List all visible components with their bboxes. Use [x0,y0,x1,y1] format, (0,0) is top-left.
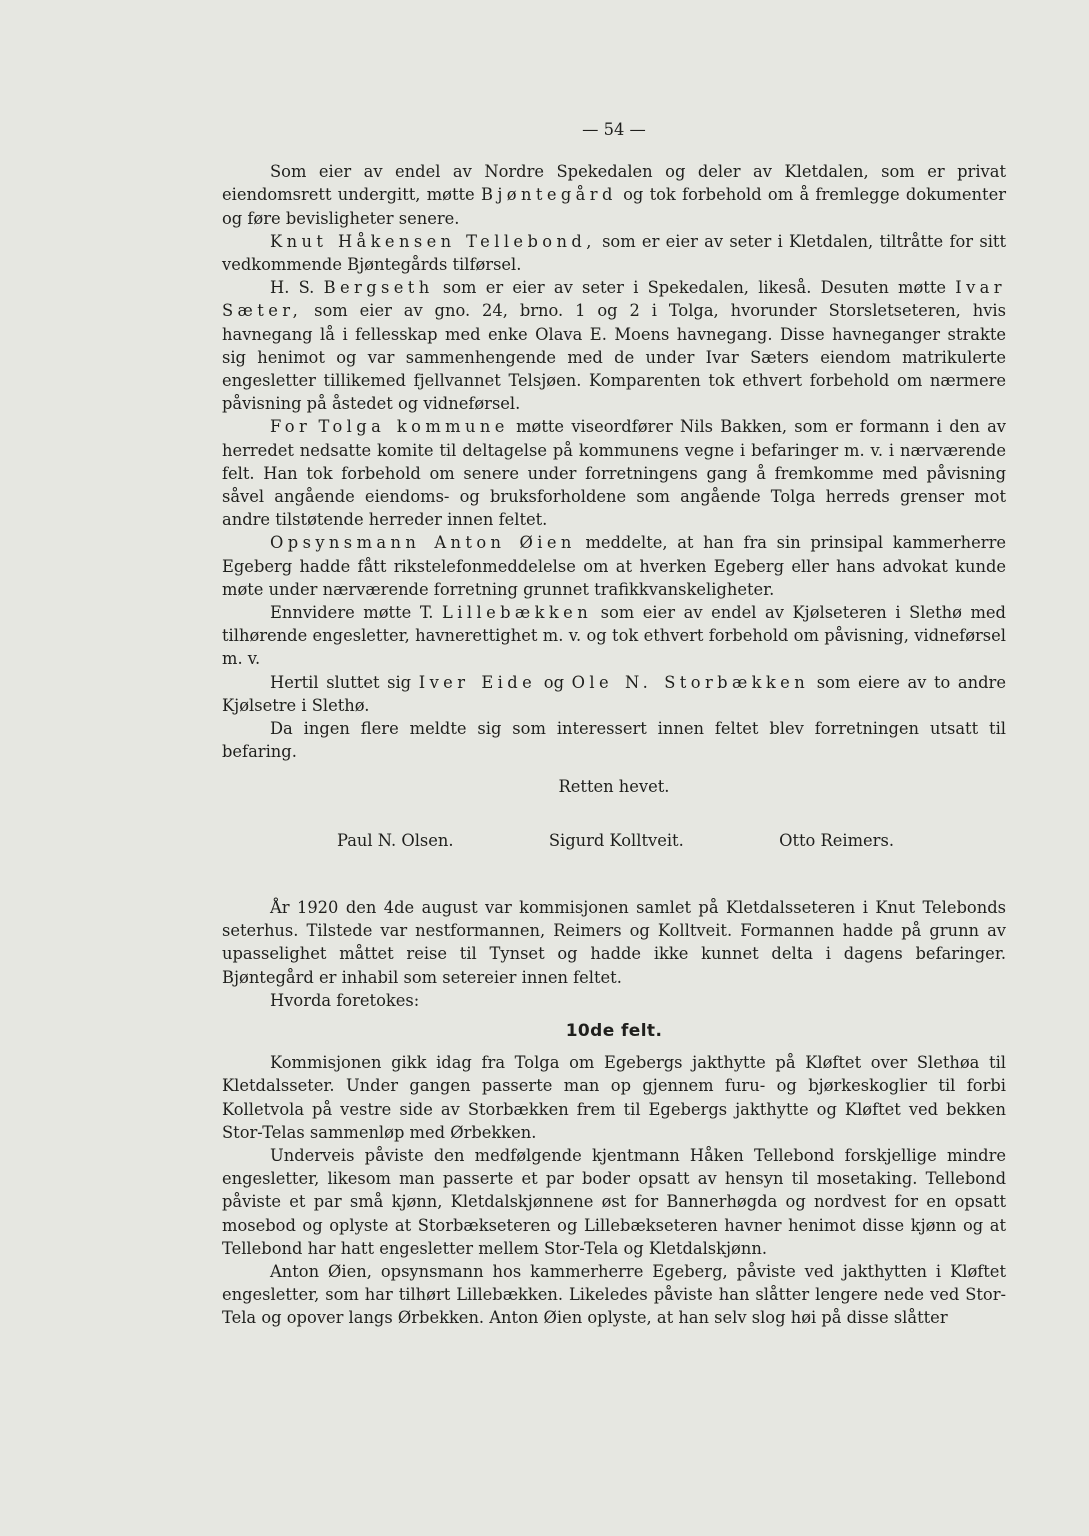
signature-olsen: Paul N. Olsen. [337,830,454,850]
p4-b: møtte viseordfører Nils Bakken, som er formann i den av herredet nedsatte komite til deltagelse på kommunens vegne i befaringer m. v. i nærværende felt. Han tok forbehold om senere under forretningens gang å fremkomme med påvisning såvel angående eiendoms- og bruksforholdene som angående Tolga herreds grenser mot andre tilstøtende herreder innen feltet. [222,417,1006,530]
signature-reimers: Otto Reimers. [779,830,894,850]
p4-a: For [270,417,312,437]
section-gap [222,852,1006,896]
paragraph-13: Anton Øien, opsynsmann hos kammerherre Egeberg, påviste ved jakthytten i Kløftet engesletter, som har tilhørt Lillebækken. Likeledes påviste han slåtter lengere nede ved Stor-Tela og opover langs Ørbekken. Anton Øien oplyste, at han selv slog høi på disse slåtter [222,1261,1006,1328]
paragraph-11: Kommisjonen gikk idag fra Tolga om Egebergs jakthytte på Kløftet over Slethøa til Kletdalsseter. Under gangen passerte man op gjennem furu- og bjørkeskoglier til forbi Kolletvola på vestre side av Storbækken frem til Egebergs jakthytte og Kløftet ved bekken Stor-Telas sammenløp med Ørbekken. [222,1053,1006,1142]
paragraph-1 [222,160,1006,230]
p6-name: Lillebækken [442,603,593,623]
closing-line: Retten hevet. [558,777,670,797]
p3-name2: Ivar Sæter, [222,278,1006,321]
page-number: — 54 — [582,120,646,139]
paragraph-6 [222,601,1006,671]
text-block [222,118,1006,1330]
p7-c: som eiere av to andre Kjølsetre i Slethø. [222,672,1006,715]
p1-text: Som eier av endel av Nordre Spekedalen og deler av Kletdalen, som er privat eiendomsrett undergitt, møtte [222,162,1006,205]
paragraph-12: Underveis påviste den medfølgende kjentmann Håken Tellebond forskjellige mindre engesletter, likesom man passerte et par boder opsatt av hensyn til mosetaking. Tellebond påviste et par små kjønn, Kletdalskjønnene øst for Bannerhøgda og nordvest for en opsatt mosebod og oplyste at Storbækseteren og Lillebækseteren havner henimot disse kjønn og at Tellebond har hatt engesletter mellem Stor-Tela og Kletdalskjønn. [222,1145,1006,1258]
p6-b: som eier av endel av Kjølseteren i Slethø med tilhørende engesletter, havnerettighet m. v. og tok ethvert forbehold om påvisning, vidneførsel m. v. [222,603,1006,669]
paragraph-2 [222,230,1006,276]
paragraph-5 [222,531,1006,601]
paragraph-10: Hvorda foretokes: [270,990,420,1010]
section-heading: 10de felt. [565,1020,663,1041]
p3-b: som er eier av seter i Spekedalen, likeså. Desuten møtte [442,278,946,298]
p7-name1: Iver Eide [418,672,537,692]
p3-a: H. S. [270,278,315,298]
p7-a: Hertil sluttet sig [270,672,412,692]
paragraph-3 [222,276,1006,415]
p6-a: Ennvidere møtte T. [270,603,434,623]
p7-b: og [543,672,565,692]
p2-rest: som er eier av seter i Kletdalen, tiltråtte for sitt vedkommende Bjøntegårds tilførsel. [222,231,1006,275]
paragraph-8: Da ingen flere meldte sig som interessert innen feltet blev forretningen utsatt til befaring. [222,719,1006,762]
p1-rest: og tok forbehold om å fremlegge dokumenter og føre bevisligheter senere. [222,185,1006,228]
p4-name: Tolga kommune [318,417,509,437]
p5-rest: meddelte, at han fra sin prinsipal kammerherre Egeberg hadde fått rikstelefonmeddelelse om at hverken Egeberg eller hans advokat kunde møte under nærværende forretning grunnet trafikkvanskeligheter. [222,533,1006,599]
p7-name2: Ole N. Storbækken [571,672,810,692]
signatures [222,829,1006,852]
paragraph-4 [222,415,1006,531]
p5-name: Opsynsmann Anton Øien [270,533,576,553]
p3-c: som eier av gno. 24, brno. 1 og 2 i Tolga, hvorunder Storsletseteren, hvis havnegang lå i fellesskap med enke Olava E. Moens havnegang. Disse havneganger strakte sig henimot og var sammenhengende med de under Ivar Sæters eiendom matrikulerte engesletter tillikemed fjellvannet Telsjøen. Komparenten tok ethvert forbehold om nærmere påvisning på åstedet og vidneførsel. [222,301,1006,414]
p3-name: Bergseth [323,278,434,298]
p1-name: Bjøntegård [480,185,617,205]
signature-kolltveit: Sigurd Kolltveit. [548,830,684,850]
paragraph-7 [222,671,1006,717]
p2-name: Knut Håkensen Tellebond, [270,231,596,251]
paragraph-9: År 1920 den 4de august var kommisjonen samlet på Kletdalsseteren i Knut Telebonds seterhus. Tilstede var nestformannen, Reimers og Kolltveit. Formannen hadde på grunn av upasselighet måttet reise til Tynset og hadde ikke kunnet delta i dagens befaringer. Bjøntegård er inhabil som setereier innen feltet. [222,897,1006,987]
